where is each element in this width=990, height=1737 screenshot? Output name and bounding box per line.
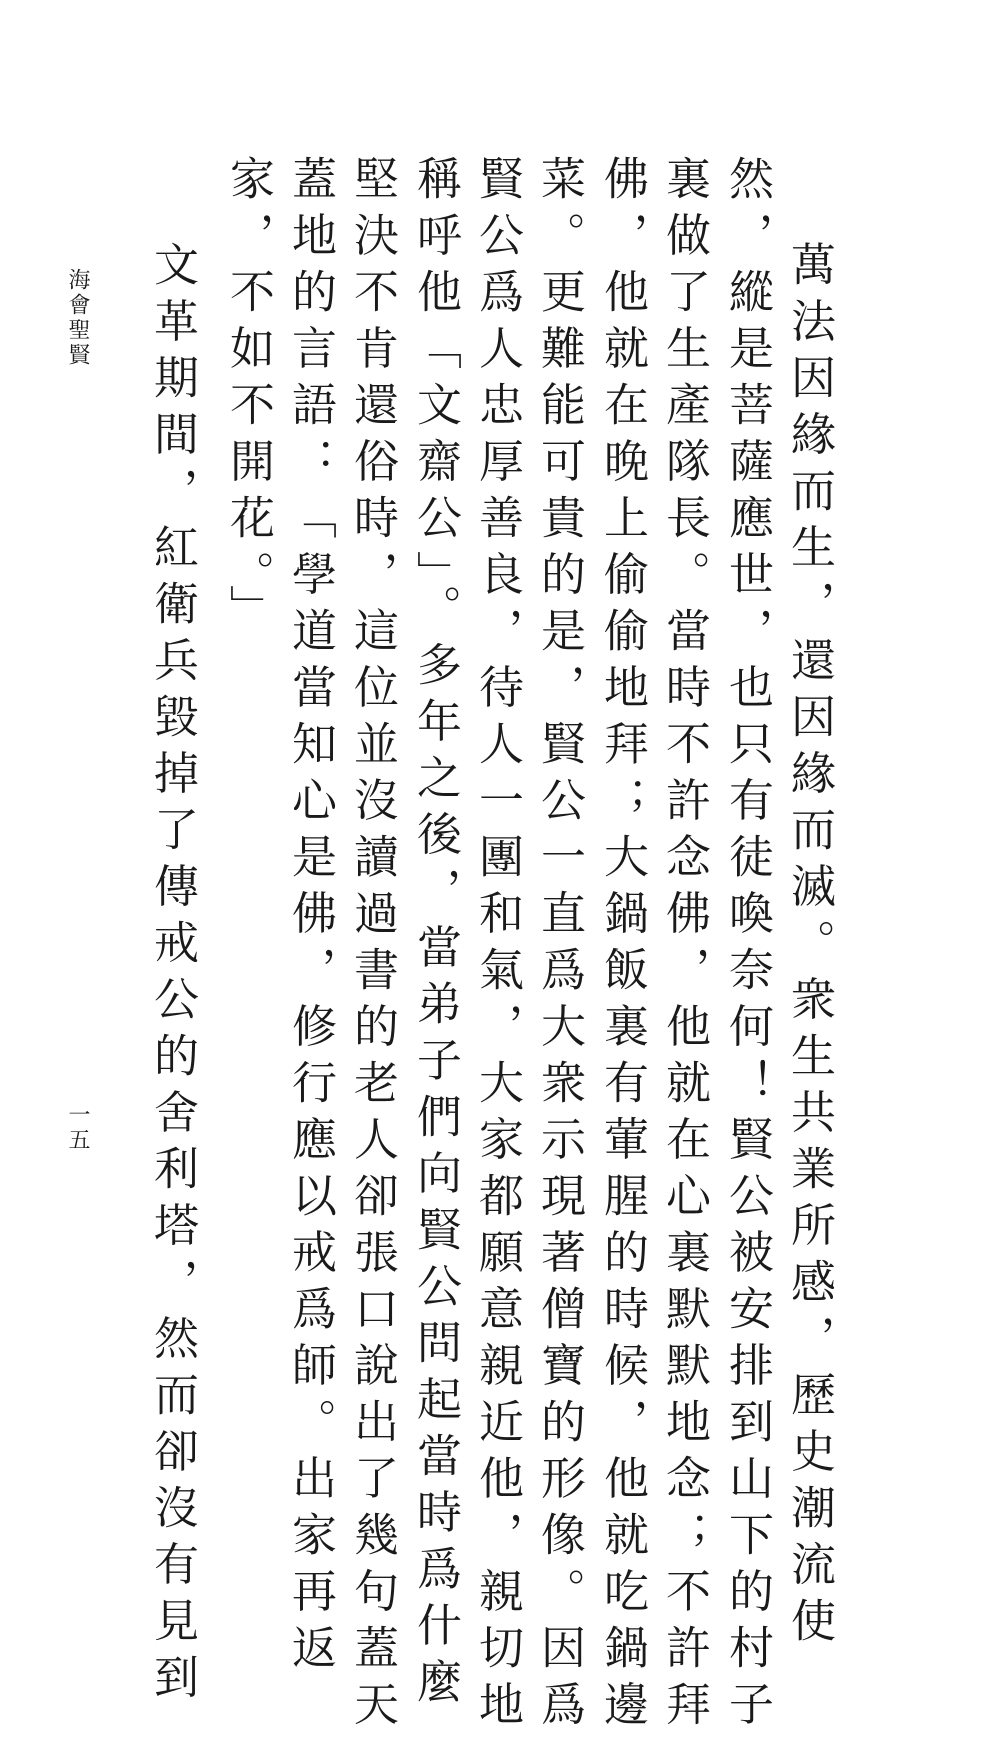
text-column-10: 家，不如不開花。」 bbox=[222, 155, 275, 641]
text-column-2: 然，縱是菩薩應世，也只有徒喚奈何！賢公被安排到山下的村子 bbox=[721, 155, 774, 1737]
text-column-3: 裏做了生產隊長。當時不許念佛，他就在心裏默默地念；不許拜 bbox=[658, 155, 711, 1737]
text-column-1: 萬法因緣而生，還因緣而滅。衆生共業所感，歷史潮流使 bbox=[783, 241, 836, 1654]
text-column-4: 佛，他就在晚上偷偷地拜；大鍋飯裏有葷腥的時候，他就吃鍋邊 bbox=[596, 155, 649, 1737]
text-column-7: 稱呼他「文齋公」。多年之後，當弟子們向賢公問起當時爲什麼 bbox=[409, 155, 462, 1715]
text-column-11: 文革期間，紅衛兵毀掉了傳戒公的舍利塔，然而卻沒有見到 bbox=[146, 241, 199, 1710]
text-column-9: 蓋地的言語：「學道當知心是佛，修行應以戒爲師。出家再返 bbox=[284, 155, 337, 1681]
running-title: 海會聖賢 bbox=[65, 268, 90, 368]
text-column-6: 賢公爲人忠厚善良，待人一團和氣，大家都願意親近他，親切地 bbox=[471, 155, 524, 1737]
page-number: 一五 bbox=[65, 1103, 90, 1153]
text-column-8: 堅決不肯還俗時，這位並沒讀過書的老人卻張口說出了幾句蓋天 bbox=[346, 155, 399, 1737]
text-column-5: 菜。更難能可貴的是，賢公一直爲大衆示現著僧寶的形像。因爲 bbox=[533, 155, 586, 1737]
